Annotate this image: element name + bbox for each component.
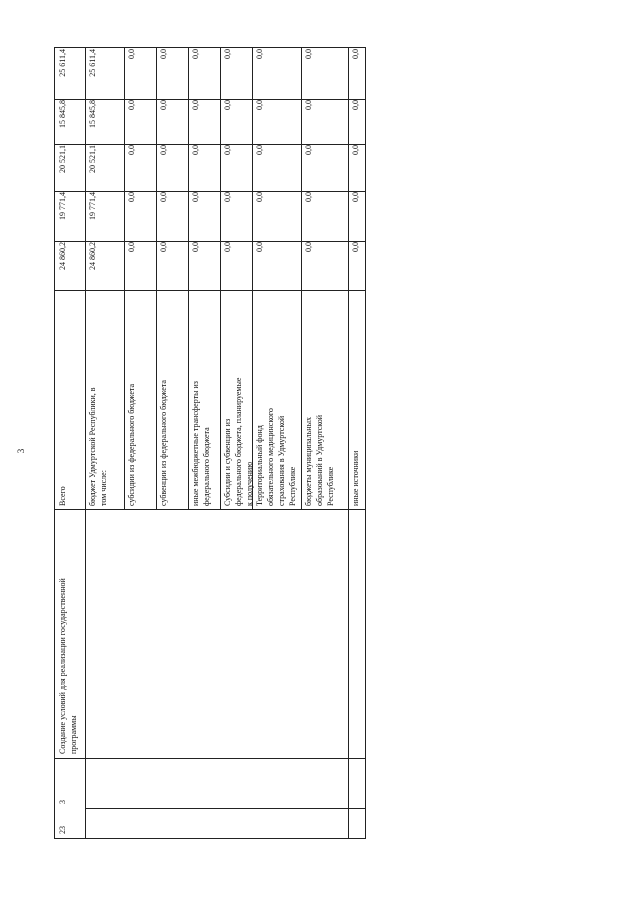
- table-cell-value: 0,0: [255, 242, 264, 252]
- table-cell-value: 0,0: [191, 242, 200, 252]
- table-cell-value: 0,0: [191, 145, 200, 155]
- table-cell-value: 0,0: [191, 49, 200, 59]
- table-cell-value: 0,0: [223, 145, 232, 155]
- table-cell-value: 19 771,4: [88, 192, 97, 220]
- table-cell-value: 0,0: [159, 49, 168, 59]
- table-cell-value: 0,0: [223, 100, 232, 110]
- table-column-divider: [55, 144, 365, 145]
- table-cell-value: 0,0: [304, 192, 313, 202]
- table-cell-value: 0,0: [159, 100, 168, 110]
- table-cell-value: 25 611,4: [58, 49, 67, 77]
- table-row-divider: [220, 48, 221, 509]
- table-cell-value: 0,0: [351, 145, 360, 155]
- table-cell-value: 0,0: [191, 100, 200, 110]
- table-cell-value: 0,0: [351, 49, 360, 59]
- table-column-divider: [55, 241, 365, 242]
- row-label: субвенции из федерального бюджета: [159, 380, 168, 506]
- table-cell-value: 0,0: [127, 145, 136, 155]
- table-cell-value: 0,0: [351, 100, 360, 110]
- table-cell-value: 0,0: [351, 242, 360, 252]
- program-title: Создание условий для реализации государственной программы: [58, 578, 78, 754]
- table-row-divider: [156, 48, 157, 509]
- table-cell-value: 0,0: [159, 242, 168, 252]
- table-cell-value: 0,0: [127, 49, 136, 59]
- page-number: 3: [16, 448, 26, 454]
- row-number: 23: [58, 826, 67, 834]
- table-cell-value: 0,0: [223, 49, 232, 59]
- table-column-divider: [55, 99, 365, 100]
- row-label: Всего: [58, 486, 67, 506]
- table-cell-value: 15 845,8: [58, 100, 67, 128]
- table-cell-value: 0,0: [255, 49, 264, 59]
- table-cell-value: 19 771,4: [58, 192, 67, 220]
- table-column-divider: [55, 758, 365, 759]
- table-column-divider: [85, 808, 365, 809]
- table-cell-value: 0,0: [191, 192, 200, 202]
- table-column-divider: [55, 191, 365, 192]
- table-cell-value: 0,0: [255, 145, 264, 155]
- table-row-divider: [348, 509, 349, 838]
- row-label: субсидии из федерального бюджета: [127, 383, 136, 506]
- table-cell-value: 0,0: [159, 192, 168, 202]
- table-cell-value: 0,0: [223, 242, 232, 252]
- budget-table: [54, 47, 366, 839]
- table-cell-value: 0,0: [159, 145, 168, 155]
- table-row-divider: [85, 48, 86, 838]
- table-cell-value: 0,0: [255, 100, 264, 110]
- table-cell-value: 25 611,4: [88, 49, 97, 77]
- row-label: бюджеты муниципальных образований в Удмуртской Республике: [304, 414, 335, 506]
- table-column-divider: [55, 509, 365, 510]
- table-cell-value: 0,0: [304, 242, 313, 252]
- table-cell-value: 0,0: [127, 242, 136, 252]
- table-cell-value: 24 860,2: [88, 242, 97, 270]
- table-row-divider: [124, 48, 125, 509]
- row-label: иные межбюджетные трансферты из федерального бюджета: [191, 381, 211, 506]
- table-cell-value: 0,0: [304, 100, 313, 110]
- table-cell-value: 0,0: [223, 192, 232, 202]
- table-cell-value: 0,0: [304, 145, 313, 155]
- table-cell-value: 0,0: [255, 192, 264, 202]
- row-label: Территориальный фонд обязательного медицинского страхования в Удмуртской Республике: [255, 408, 297, 506]
- table-cell-value: 20 521,1: [58, 145, 67, 173]
- table-row-divider: [188, 48, 189, 509]
- row-label: бюджет Удмуртской Республики, в том числе:: [88, 387, 108, 506]
- table-grid: [55, 48, 365, 838]
- table-cell-value: 15 845,8: [88, 100, 97, 128]
- table-column-divider: [55, 290, 365, 291]
- table-cell-value: 0,0: [304, 49, 313, 59]
- table-cell-value: 20 521,1: [88, 145, 97, 173]
- row-label: Субсидии и субвенции из федерального бюджета, планируемые к получению: [223, 377, 254, 506]
- table-row-divider: [301, 48, 302, 509]
- table-cell-value: 0,0: [127, 100, 136, 110]
- table-cell-value: 0,0: [127, 192, 136, 202]
- table-cell-value: 0,0: [351, 192, 360, 202]
- table-cell-value: 24 860,2: [58, 242, 67, 270]
- row-label: иные источники: [351, 450, 360, 506]
- sub-number: 3: [58, 800, 67, 804]
- table-row-divider: [348, 48, 349, 509]
